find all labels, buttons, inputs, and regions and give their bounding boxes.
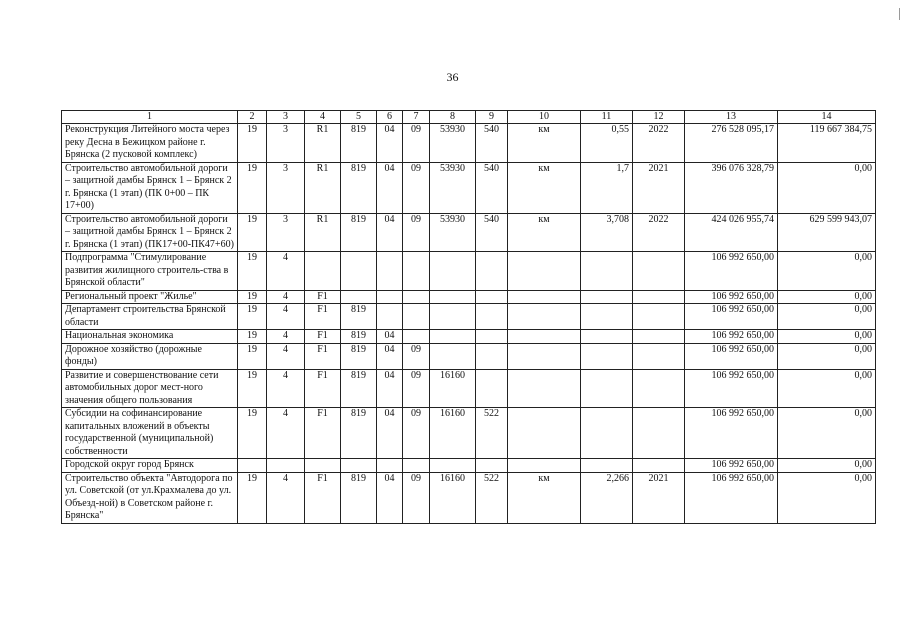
- col-4-cell: F1: [305, 472, 341, 523]
- amount-cell: 106 992 650,00: [685, 343, 778, 369]
- amount-cell: 106 992 650,00: [685, 304, 778, 330]
- year-cell: [633, 408, 685, 459]
- col-8-cell: 53930: [430, 162, 476, 213]
- quantity-cell: 0,55: [581, 124, 633, 163]
- col-6-cell: 04: [377, 408, 403, 459]
- name-cell: Субсидии на софинансирование капитальных вложений в объекты государственной (муниципальной) собственности: [62, 408, 238, 459]
- amount-next-cell: 0,00: [778, 252, 876, 291]
- col-2-cell: 19: [238, 343, 267, 369]
- col-6-cell: 04: [377, 162, 403, 213]
- col-3-cell: 3: [267, 213, 305, 252]
- amount-cell: 106 992 650,00: [685, 472, 778, 523]
- amount-next-cell: 119 667 384,75: [778, 124, 876, 163]
- table-row: [62, 408, 876, 459]
- col-2-cell: 19: [238, 162, 267, 213]
- col-5-cell: 819: [341, 162, 377, 213]
- col-4-cell: R1: [305, 213, 341, 252]
- col-4-cell: F1: [305, 290, 341, 304]
- amount-cell: 106 992 650,00: [685, 330, 778, 344]
- col-5-cell: [341, 459, 377, 473]
- quantity-cell: 2,266: [581, 472, 633, 523]
- col-9-cell: [476, 290, 508, 304]
- header-cell: 1: [62, 111, 238, 124]
- col-5-cell: [341, 252, 377, 291]
- unit-cell: км: [508, 124, 581, 163]
- col-7-cell: 09: [403, 124, 430, 163]
- header-cell: 3: [267, 111, 305, 124]
- header-cell: 4: [305, 111, 341, 124]
- amount-next-cell: 0,00: [778, 408, 876, 459]
- col-9-cell: [476, 304, 508, 330]
- amount-next-cell: 0,00: [778, 304, 876, 330]
- col-9-cell: 522: [476, 472, 508, 523]
- col-4-cell: F1: [305, 304, 341, 330]
- col-8-cell: 16160: [430, 472, 476, 523]
- col-5-cell: 819: [341, 472, 377, 523]
- col-9-cell: 540: [476, 162, 508, 213]
- amount-cell: 276 528 095,17: [685, 124, 778, 163]
- col-3-cell: 3: [267, 162, 305, 213]
- col-3-cell: [267, 459, 305, 473]
- col-9-cell: 522: [476, 408, 508, 459]
- col-6-cell: 04: [377, 369, 403, 408]
- col-8-cell: 16160: [430, 408, 476, 459]
- header-cell: 9: [476, 111, 508, 124]
- quantity-cell: [581, 304, 633, 330]
- col-4-cell: F1: [305, 330, 341, 344]
- year-cell: 2022: [633, 124, 685, 163]
- col-8-cell: [430, 252, 476, 291]
- amount-cell: 106 992 650,00: [685, 252, 778, 291]
- col-4-cell: F1: [305, 343, 341, 369]
- year-cell: [633, 343, 685, 369]
- amount-next-cell: 0,00: [778, 162, 876, 213]
- table-row: [62, 213, 876, 252]
- amount-cell: 106 992 650,00: [685, 459, 778, 473]
- header-cell: 14: [778, 111, 876, 124]
- col-3-cell: 3: [267, 124, 305, 163]
- col-6-cell: 04: [377, 124, 403, 163]
- col-6-cell: [377, 459, 403, 473]
- col-2-cell: 19: [238, 369, 267, 408]
- col-7-cell: 09: [403, 343, 430, 369]
- col-5-cell: [341, 290, 377, 304]
- year-cell: 2022: [633, 213, 685, 252]
- col-2-cell: 19: [238, 304, 267, 330]
- year-cell: [633, 252, 685, 291]
- unit-cell: [508, 369, 581, 408]
- name-cell: Подпрограмма "Стимулирование развития жилищного строитель-ства в Брянской области": [62, 252, 238, 291]
- col-5-cell: 819: [341, 343, 377, 369]
- header-cell: 2: [238, 111, 267, 124]
- col-6-cell: 04: [377, 472, 403, 523]
- amount-next-cell: 0,00: [778, 290, 876, 304]
- col-3-cell: 4: [267, 330, 305, 344]
- col-9-cell: [476, 330, 508, 344]
- year-cell: [633, 290, 685, 304]
- header-cell: 13: [685, 111, 778, 124]
- table-row: [62, 162, 876, 213]
- header-cell: 8: [430, 111, 476, 124]
- header-cell: 10: [508, 111, 581, 124]
- unit-cell: [508, 343, 581, 369]
- col-6-cell: [377, 252, 403, 291]
- col-8-cell: 53930: [430, 213, 476, 252]
- header-cell: 5: [341, 111, 377, 124]
- col-6-cell: 04: [377, 213, 403, 252]
- col-8-cell: [430, 343, 476, 369]
- col-9-cell: [476, 252, 508, 291]
- header-cell: 7: [403, 111, 430, 124]
- table-row: [62, 252, 876, 291]
- col-7-cell: 09: [403, 369, 430, 408]
- quantity-cell: 3,708: [581, 213, 633, 252]
- budget-table: [61, 110, 876, 524]
- col-7-cell: [403, 290, 430, 304]
- col-5-cell: 819: [341, 304, 377, 330]
- col-7-cell: [403, 330, 430, 344]
- name-cell: Реконструкция Литейного моста через реку Десна в Бежицком районе г. Брянска (2 пусковой комплекс): [62, 124, 238, 163]
- col-9-cell: [476, 343, 508, 369]
- col-7-cell: 09: [403, 408, 430, 459]
- name-cell: Городской округ город Брянск: [62, 459, 238, 473]
- col-5-cell: 819: [341, 369, 377, 408]
- quantity-cell: [581, 290, 633, 304]
- col-4-cell: [305, 459, 341, 473]
- col-4-cell: F1: [305, 408, 341, 459]
- col-6-cell: 04: [377, 343, 403, 369]
- table-header-row: [62, 111, 876, 124]
- unit-cell: [508, 290, 581, 304]
- col-7-cell: [403, 304, 430, 330]
- col-9-cell: 540: [476, 124, 508, 163]
- header-cell: 6: [377, 111, 403, 124]
- table-row: [62, 369, 876, 408]
- col-2-cell: 19: [238, 124, 267, 163]
- name-cell: Строительство автомобильной дороги – защитной дамбы Брянск 1 – Брянск 2 г. Брянска (1 этап) (ПК 0+00 – ПК 17+00): [62, 162, 238, 213]
- table-row: [62, 472, 876, 523]
- col-3-cell: 4: [267, 369, 305, 408]
- col-3-cell: 4: [267, 290, 305, 304]
- col-7-cell: 09: [403, 472, 430, 523]
- col-5-cell: 819: [341, 330, 377, 344]
- col-5-cell: 819: [341, 124, 377, 163]
- col-8-cell: [430, 290, 476, 304]
- amount-next-cell: 0,00: [778, 459, 876, 473]
- year-cell: [633, 369, 685, 408]
- unit-cell: [508, 330, 581, 344]
- amount-next-cell: 629 599 943,07: [778, 213, 876, 252]
- unit-cell: [508, 252, 581, 291]
- header-cell: 12: [633, 111, 685, 124]
- col-9-cell: 540: [476, 213, 508, 252]
- unit-cell: км: [508, 162, 581, 213]
- col-5-cell: 819: [341, 213, 377, 252]
- amount-cell: 424 026 955,74: [685, 213, 778, 252]
- col-2-cell: 19: [238, 252, 267, 291]
- col-2-cell: 19: [238, 408, 267, 459]
- col-2-cell: 19: [238, 472, 267, 523]
- quantity-cell: 1,7: [581, 162, 633, 213]
- unit-cell: км: [508, 213, 581, 252]
- col-7-cell: [403, 252, 430, 291]
- col-4-cell: R1: [305, 124, 341, 163]
- table-body: [62, 111, 876, 524]
- col-3-cell: 4: [267, 252, 305, 291]
- col-3-cell: 4: [267, 408, 305, 459]
- col-7-cell: [403, 459, 430, 473]
- col-2-cell: 19: [238, 290, 267, 304]
- quantity-cell: [581, 369, 633, 408]
- col-9-cell: [476, 369, 508, 408]
- col-8-cell: [430, 304, 476, 330]
- col-5-cell: 819: [341, 408, 377, 459]
- quantity-cell: [581, 330, 633, 344]
- col-6-cell: [377, 290, 403, 304]
- quantity-cell: [581, 252, 633, 291]
- col-7-cell: 09: [403, 213, 430, 252]
- unit-cell: [508, 408, 581, 459]
- col-7-cell: 09: [403, 162, 430, 213]
- year-cell: [633, 304, 685, 330]
- amount-cell: 106 992 650,00: [685, 290, 778, 304]
- col-3-cell: 4: [267, 472, 305, 523]
- unit-cell: [508, 459, 581, 473]
- amount-next-cell: 0,00: [778, 369, 876, 408]
- table-row: [62, 124, 876, 163]
- page-number: 36: [446, 70, 459, 84]
- col-4-cell: R1: [305, 162, 341, 213]
- unit-cell: км: [508, 472, 581, 523]
- name-cell: Дорожное хозяйство (дорожные фонды): [62, 343, 238, 369]
- table-row: [62, 343, 876, 369]
- col-2-cell: 19: [238, 330, 267, 344]
- table-row: [62, 304, 876, 330]
- col-3-cell: 4: [267, 343, 305, 369]
- quantity-cell: [581, 408, 633, 459]
- name-cell: Региональный проект "Жилье": [62, 290, 238, 304]
- amount-next-cell: 0,00: [778, 343, 876, 369]
- header-cell: 11: [581, 111, 633, 124]
- table-row: [62, 290, 876, 304]
- col-8-cell: 53930: [430, 124, 476, 163]
- col-2-cell: 19: [238, 213, 267, 252]
- year-cell: 2021: [633, 162, 685, 213]
- name-cell: Развитие и совершенствование сети автомобильных дорог мест-ного значения общего пользования: [62, 369, 238, 408]
- name-cell: Строительство автомобильной дороги – защитной дамбы Брянск 1 – Брянск 2 г. Брянска (1 этап) (ПК17+00-ПК47+60): [62, 213, 238, 252]
- unit-cell: [508, 304, 581, 330]
- year-cell: [633, 459, 685, 473]
- year-cell: 2021: [633, 472, 685, 523]
- amount-next-cell: 0,00: [778, 472, 876, 523]
- table-row: [62, 330, 876, 344]
- col-6-cell: [377, 304, 403, 330]
- year-cell: [633, 330, 685, 344]
- amount-next-cell: 0,00: [778, 330, 876, 344]
- name-cell: Департамент строительства Брянской области: [62, 304, 238, 330]
- quantity-cell: [581, 343, 633, 369]
- amount-cell: 396 076 328,79: [685, 162, 778, 213]
- col-8-cell: 16160: [430, 369, 476, 408]
- col-8-cell: [430, 330, 476, 344]
- col-8-cell: [430, 459, 476, 473]
- col-4-cell: F1: [305, 369, 341, 408]
- col-9-cell: [476, 459, 508, 473]
- amount-cell: 106 992 650,00: [685, 369, 778, 408]
- table-row: [62, 459, 876, 473]
- name-cell: Строительство объекта "Автодорога по ул. Советской (от ул.Крахмалева до ул. Объезд-ной) в Советском районе г. Брянска": [62, 472, 238, 523]
- col-2-cell: [238, 459, 267, 473]
- amount-cell: 106 992 650,00: [685, 408, 778, 459]
- col-3-cell: 4: [267, 304, 305, 330]
- col-6-cell: 04: [377, 330, 403, 344]
- quantity-cell: [581, 459, 633, 473]
- name-cell: Национальная экономика: [62, 330, 238, 344]
- col-4-cell: [305, 252, 341, 291]
- scan-edge-mark: [899, 8, 900, 20]
